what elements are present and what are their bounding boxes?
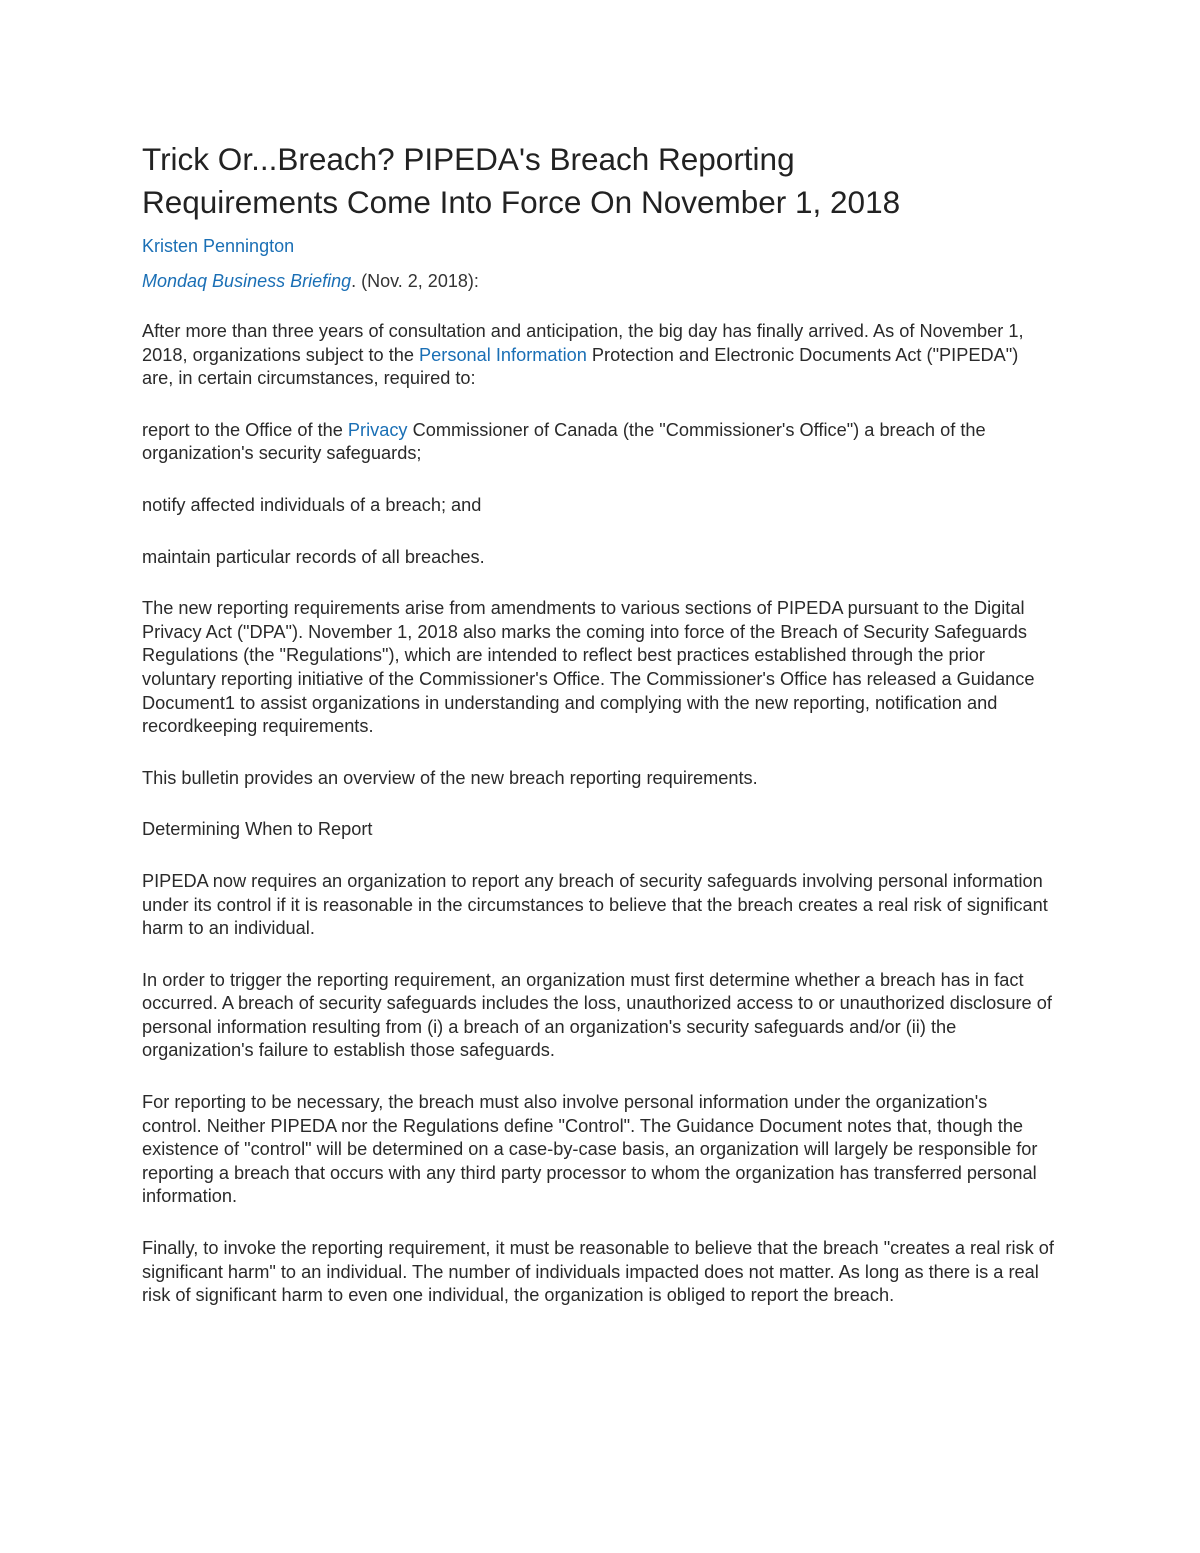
publication-date: . (Nov. 2, 2018): bbox=[351, 271, 479, 291]
paragraph-trigger: In order to trigger the reporting requirement, an organization must first determine whether a breach has in fact occurred. A breach of security safeguards includes the loss, unauthorized access to or unauthorized disclosure of personal information resulting from (i) a breach of an organization's security safeguards and/or (ii) the organization's failure to establish those safeguards. bbox=[142, 969, 1052, 1061]
paragraph-pipeda-requires: PIPEDA now requires an organization to report any breach of security safeguards involving personal information under its control if it is reasonable in the circumstances to believe that the breach creates a real risk of significant harm to an individual. bbox=[142, 870, 1048, 939]
paragraph-harm: Finally, to invoke the reporting requirement, it must be reasonable to believe that the breach "creates a real risk of significant harm" to an individual. The number of individuals impacted does not matter. As long as there is a real risk of significant harm to even one individual, the organization is obliged to report the breach. bbox=[142, 1238, 1054, 1306]
paragraph-requirements: The new reporting requirements arise from amendments to various sections of PIPEDA pursuant to the Digital Privacy Act ("DPA"). November 1, 2018 also marks the coming into force of the Breach of Security Safeguards Regulations (the "Regulations"), which are intended to reflect best practices established through the prior voluntary reporting initiative of the Commissioner's Office. The Commissioner's Office has released a Guidance Document1 to assist organizations in understanding and complying with the new reporting, notification and recordkeeping requirements. bbox=[142, 598, 1035, 737]
paragraph-intro-text-a: After more than three years of consultation and anticipation, the big day has finally arrived. As of November 1, 2018, organizations subject to the bbox=[142, 321, 1024, 365]
title-line-1: Trick Or...Breach? PIPEDA's Breach Reporting bbox=[142, 141, 795, 177]
report-item-text-a: report to the Office of the bbox=[142, 419, 348, 440]
title-line-2: Requirements Come Into Force On November 1, 2018 bbox=[142, 184, 901, 220]
paragraph-notify-item: notify affected individuals of a breach; and bbox=[142, 494, 482, 515]
section-heading-determining: Determining When to Report bbox=[142, 819, 373, 840]
document-page bbox=[142, 138, 1072, 1308]
paragraph-intro bbox=[142, 320, 1042, 391]
report-item-text-b: Commissioner of Canada (the "Commissioner's Office") a breach of the organization's security safeguards; bbox=[142, 419, 986, 464]
publication-link[interactable]: Mondaq Business Briefing bbox=[142, 271, 352, 291]
paragraph-intro-text-b: Protection and Electronic Documents Act ("PIPEDA") are, in certain circumstances, required to: bbox=[142, 344, 1019, 389]
privacy-link[interactable]: Privacy bbox=[347, 419, 408, 440]
paragraph-control: For reporting to be necessary, the breach must also involve personal information under the organization's control. Neither PIPEDA nor the Regulations define "Control". The Guidance Document notes that, though the existence of "control" will be determined on a case-by-case basis, an organization will largely be responsible for reporting a breach that occurs with any third party processor to whom the organization has transferred personal information. bbox=[142, 1092, 1038, 1207]
personal-information-link[interactable]: Personal Information bbox=[419, 344, 587, 365]
paragraph-records-item: maintain particular records of all breaches. bbox=[142, 546, 485, 567]
article-title bbox=[142, 138, 1072, 224]
author-link[interactable]: Kristen Pennington bbox=[142, 236, 295, 256]
paragraph-bulletin: This bulletin provides an overview of the new breach reporting requirements. bbox=[142, 767, 758, 788]
source-line bbox=[142, 270, 1072, 292]
paragraph-report-item bbox=[142, 419, 1047, 466]
